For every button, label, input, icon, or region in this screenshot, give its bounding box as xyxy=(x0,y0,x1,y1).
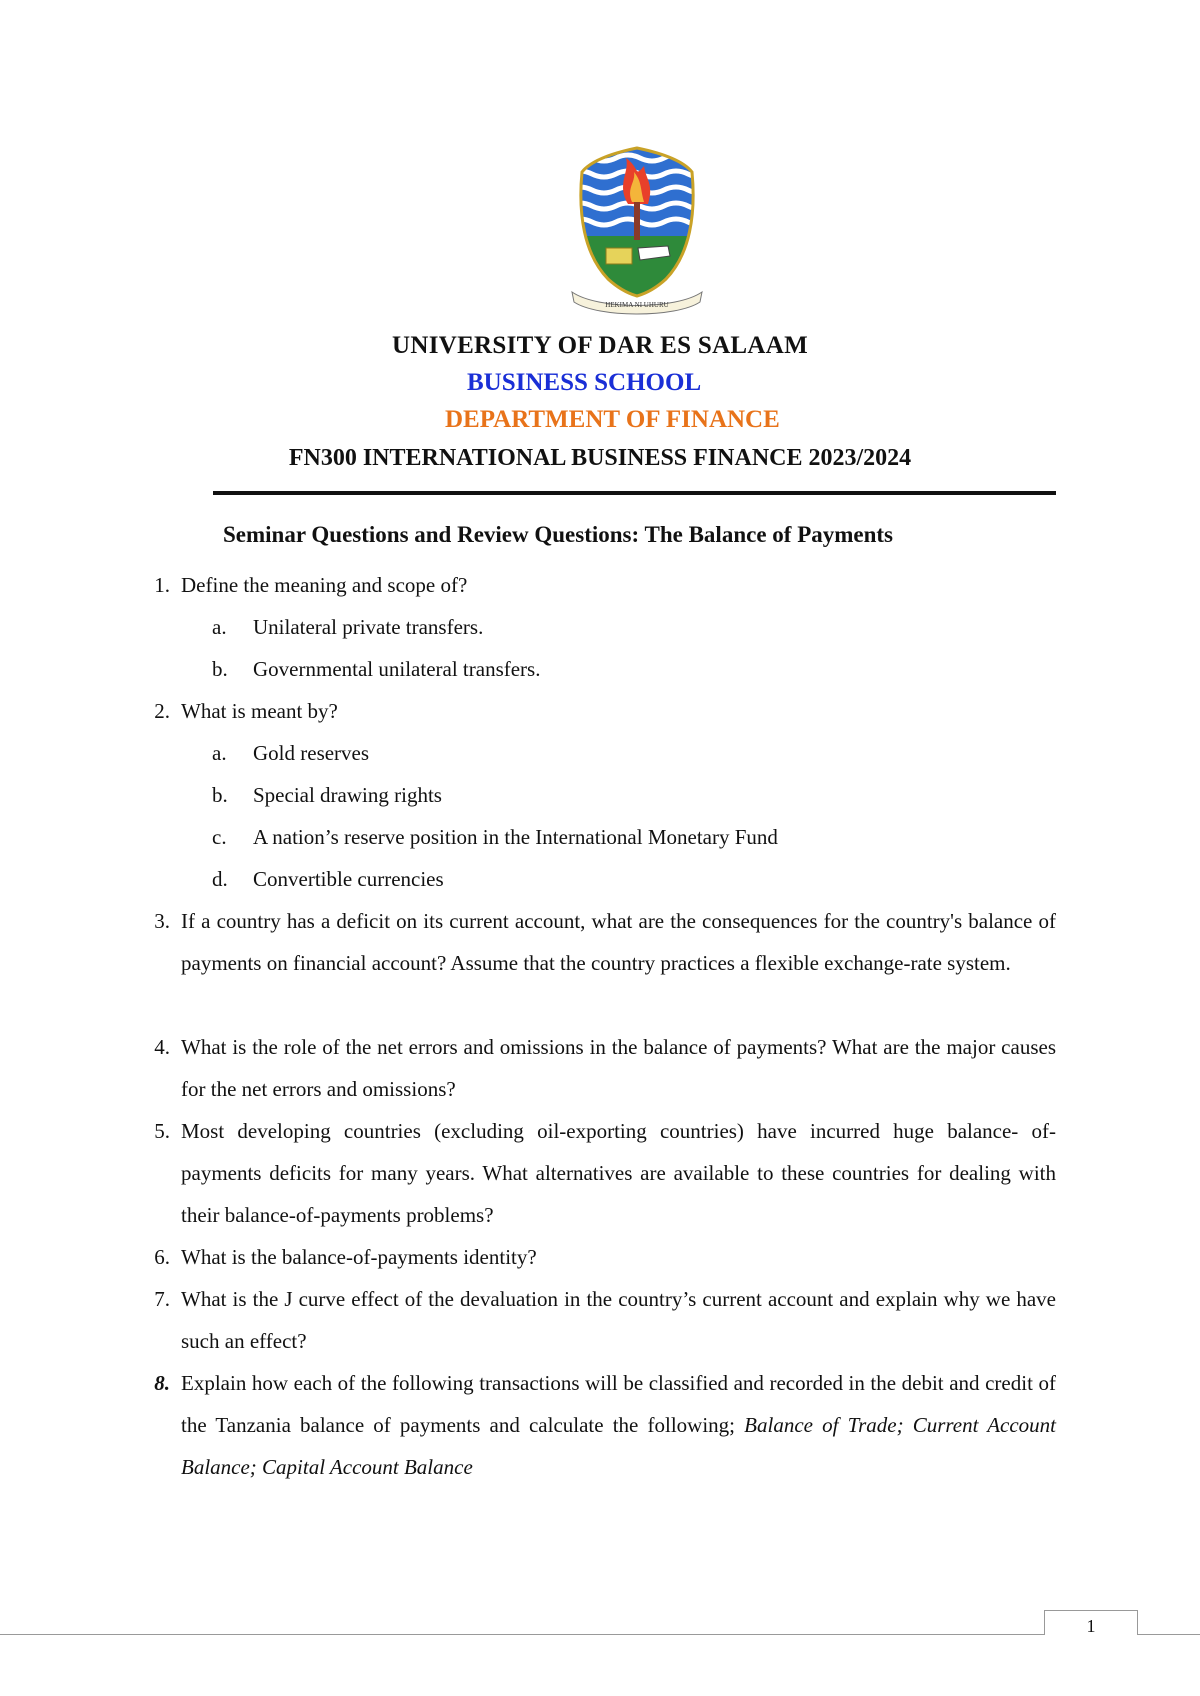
question-text: What is meant by? xyxy=(181,699,338,723)
crest-motto: HEKIMA NI UHURU xyxy=(605,301,669,309)
university-crest-logo xyxy=(568,144,706,316)
sub-text: Special drawing rights xyxy=(253,783,442,807)
question-item xyxy=(140,1236,1056,1278)
sub-letter: d. xyxy=(212,867,228,891)
header-divider xyxy=(213,491,1056,495)
question-number: 2. xyxy=(154,699,170,723)
question-number: 7. xyxy=(154,1287,170,1311)
question-text xyxy=(181,1362,1056,1488)
sub-letter: a. xyxy=(212,741,227,765)
question-item xyxy=(140,1278,1056,1362)
question-number: 5. xyxy=(154,1119,170,1143)
question-number: 8. xyxy=(154,1371,170,1395)
question-item xyxy=(140,564,1056,606)
question-text: If a country has a deficit on its current account, what are the consequences for the country's balance of payments on financial account? Assume that the country practices a flexible exchange-rate system. xyxy=(181,909,1056,975)
sub-text: Gold reserves xyxy=(253,741,370,765)
question-number: 3. xyxy=(154,909,170,933)
question-number: 4. xyxy=(154,1035,170,1059)
sub-text: A nation’s reserve position in the International Monetary Fund xyxy=(253,825,778,849)
sub-letter: b. xyxy=(212,657,228,681)
sub-letter: c. xyxy=(212,825,227,849)
sub-text: Convertible currencies xyxy=(253,867,444,891)
question-text-italic: Balance of Trade; Current Account Balance; Capital Account Balance xyxy=(181,1413,1056,1479)
question-text: Define the meaning and scope of? xyxy=(181,573,468,597)
question-text: What is the balance-of-payments identity? xyxy=(181,1245,537,1269)
university-name: UNIVERSITY OF DAR ES SALAAM xyxy=(391,332,809,359)
sub-text: Unilateral private transfers. xyxy=(253,615,484,639)
school-name: BUSINESS SCHOOL xyxy=(467,369,702,396)
question-text: What is the role of the net errors and omissions in the balance of payments? What are the major causes for the net errors and omissions? xyxy=(181,1035,1056,1101)
question-number: 6. xyxy=(154,1245,170,1269)
sub-letter: b. xyxy=(212,783,228,807)
sub-text: Governmental unilateral transfers. xyxy=(253,657,541,681)
question-item xyxy=(140,1110,1056,1236)
question-number: 1. xyxy=(154,573,170,597)
footer-line xyxy=(0,1634,1200,1635)
course-title: FN300 INTERNATIONAL BUSINESS FINANCE 2023/2024 xyxy=(288,445,912,471)
sub-letter: a. xyxy=(212,615,227,639)
seminar-title: Seminar Questions and Review Questions: The Balance of Payments xyxy=(223,522,894,547)
question-text: Most developing countries (excluding oil-exporting countries) have incurred huge balance- of-payments deficits for many years. What alternatives are available to these countries for dealing with their balance-of-payments problems? xyxy=(181,1119,1056,1227)
page-number: 1 xyxy=(1044,1610,1138,1635)
question-text: What is the J curve effect of the devaluation in the country’s current account and explain why we have such an effect? xyxy=(181,1287,1056,1353)
question-item xyxy=(140,900,1056,984)
question-item xyxy=(140,1026,1056,1110)
question-item xyxy=(140,1362,1056,1488)
question-text-main: Explain how each of the following transactions will be classified and recorded in the debit and credit of the Tanzania balance of payments and calculate the following; xyxy=(181,1371,1056,1437)
department-name: DEPARTMENT OF FINANCE xyxy=(445,406,780,433)
question-item xyxy=(140,690,1056,732)
